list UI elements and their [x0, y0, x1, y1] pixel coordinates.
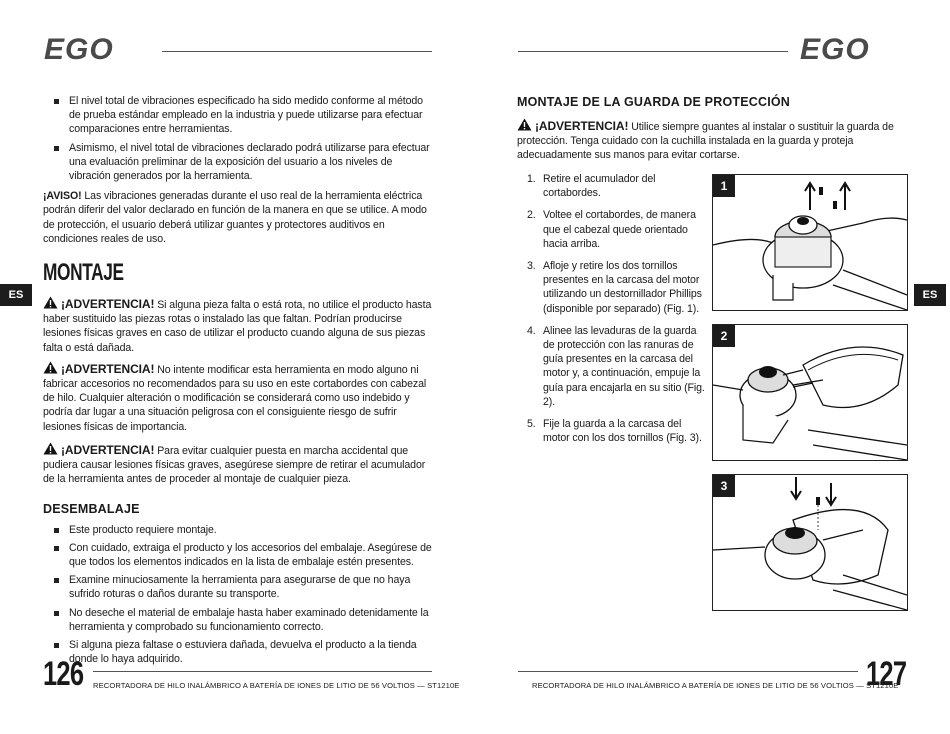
subheading-desembalaje: DESEMBALAJE — [43, 502, 140, 517]
guard-fasten-screws-illustration — [713, 475, 907, 610]
step-text: Voltee el cortabordes, de manera que el cabezal quede orientado hacia arriba. — [543, 209, 696, 250]
language-tab-right: ES — [914, 284, 946, 306]
step-number: 5. — [527, 418, 536, 431]
step-item — [517, 208, 707, 251]
warning-text: No intente modificar esta herramienta en modo alguno ni fabricar accesorios no recomendados para su uso en este cortabordes con cabezal de hilo. Cualquier alteración o modificación se considerará como uso indebido y podría dar lugar a una situación peligrosa con el consiguiente riesgo de sufrir lesiones físicas de importancia. — [43, 363, 427, 433]
figure-number: 1 — [713, 175, 735, 197]
step-number: 3. — [527, 260, 536, 273]
vibration-bullet-list — [43, 94, 433, 183]
list-item: Si alguna pieza faltase o estuviera dañada, devuelva el producto a la tienda donde lo haya adquirido. — [43, 638, 433, 666]
ego-logo-left: EGO — [44, 33, 114, 66]
header-rule-left — [162, 51, 432, 52]
list-item: Asimismo, el nivel total de vibraciones declarado podrá utilizarse para efectuar una evaluación preliminar de la exposición del usuario a los niveles de vibración generados por la herramienta. — [43, 141, 433, 184]
step-item — [517, 172, 707, 200]
assembly-steps-list — [517, 172, 707, 453]
trimmer-head-remove-screws-illustration — [713, 175, 907, 310]
aviso-label: ¡AVISO! — [43, 190, 82, 203]
figure-number: 2 — [713, 325, 735, 347]
warning-paragraph-2 — [43, 361, 433, 434]
warning-label: ¡ADVERTENCIA! — [61, 297, 155, 312]
footer-rule-right — [518, 671, 858, 672]
warning-label: ¡ADVERTENCIA! — [61, 361, 155, 376]
warning-triangle-icon — [43, 361, 58, 374]
footer-text-left: RECORTADORA DE HILO INALÁMBRICO A BATERÍA DE IONES DE LITIO DE 56 VOLTIOS — ST1210E — [93, 681, 460, 690]
section-heading-guarda: MONTAJE DE LA GUARDA DE PROTECCIÓN — [517, 95, 791, 109]
figure-3 — [712, 474, 908, 611]
list-item: El nivel total de vibraciones especificado ha sido medido conforme al método de prueba estándar empleado en la industria y puede utilizarse para efectuar comparaciones entre herramientas. — [43, 94, 433, 137]
figure-number: 3 — [713, 475, 735, 497]
unpacking-bullet-list — [43, 523, 433, 667]
page-number-left: 126 — [43, 655, 84, 693]
step-number: 4. — [527, 324, 536, 337]
figure-1 — [712, 174, 908, 311]
language-tab-left: ES — [0, 284, 32, 306]
figure-2 — [712, 324, 908, 461]
left-column — [43, 94, 433, 671]
warning-paragraph-1 — [43, 296, 433, 355]
list-item: Con cuidado, extraiga el producto y los accesorios del embalaje. Asegúrese de que todos los elementos indicados en la lista de embalaje estén presentes. — [43, 541, 433, 569]
step-number: 2. — [527, 209, 536, 222]
warning-triangle-icon — [43, 296, 58, 309]
section-heading-montaje: MONTAJE — [43, 259, 124, 287]
guard-alignment-illustration — [713, 325, 907, 460]
warning-triangle-icon — [43, 442, 58, 455]
step-text: Afloje y retire los dos tornillos presentes en la carcasa del motor utilizando un destornillador Phillips (disponible por separado) (Fig. 1). — [543, 260, 702, 315]
step-item — [517, 324, 707, 409]
footer-text-right: RECORTADORA DE HILO INALÁMBRICO A BATERÍA DE IONES DE LITIO DE 56 VOLTIOS — ST1210E — [532, 681, 899, 690]
footer-rule-left — [93, 671, 432, 672]
step-text: Alinee las levaduras de la guarda de protección con las ranuras de guía presentes en la carcasa del motor y, a continuación, empuje la guía para encajarla en su sitio (Fig. 2). — [543, 324, 705, 408]
warning-label: ¡ADVERTENCIA! — [535, 119, 629, 133]
warning-text: Si alguna pieza falta o está rota, no utilice el producto hasta haber sustituido las piezas rotas o instalado las que faltan. Podrían producirse lesiones físicas graves en caso de utilizar el producto cuando alguna de sus piezas falta o está dañada. — [43, 299, 432, 354]
warning-text: Utilice siempre guantes al instalar o sustituir la guarda de protección. Tenga cuidado con la cuchilla instalada en la guarda y proteja adecuadamente sus manos para evitar cortarse. — [517, 121, 894, 162]
warning-triangle-icon — [517, 118, 532, 131]
list-item: Examine minuciosamente la herramienta para asegurarse de que no haya sufrido roturas o daños durante su transporte. — [43, 573, 433, 601]
step-item — [517, 259, 707, 316]
list-item: No deseche el material de embalaje hasta haber examinado detenidamente la herramienta y comprobado su funcionamiento correcto. — [43, 606, 433, 634]
aviso-paragraph — [43, 189, 433, 246]
warning-label: ¡ADVERTENCIA! — [61, 442, 155, 457]
warning-paragraph-3 — [43, 442, 433, 487]
step-text: Retire el acumulador del cortabordes. — [543, 173, 656, 200]
step-number: 1. — [527, 173, 536, 185]
warning-paragraph-guarda — [517, 118, 907, 163]
header-rule-right — [518, 51, 788, 52]
aviso-text: Las vibraciones generadas durante el uso real de la herramienta eléctrica podrán diferir del valor declarado en función de la manera en que se utilice. A modo de protección, el usuario deberá utilizar guantes y protectores auditivos en condiciones reales de uso. — [43, 190, 427, 245]
step-text: Fije la guarda a la carcasa del motor con los dos tornillos (Fig. 3). — [543, 418, 702, 445]
step-item — [517, 417, 707, 445]
ego-logo-right: EGO — [800, 33, 870, 66]
warning-text: Para evitar cualquier puesta en marcha accidental que pudiera causar lesiones físicas graves, asegúrese siempre de retirar el acumulador de la herramienta antes de proceder al montaje de cualquier pieza. — [43, 444, 426, 486]
page-number-right: 127 — [866, 655, 907, 693]
list-item: Este producto requiere montaje. — [43, 523, 433, 537]
